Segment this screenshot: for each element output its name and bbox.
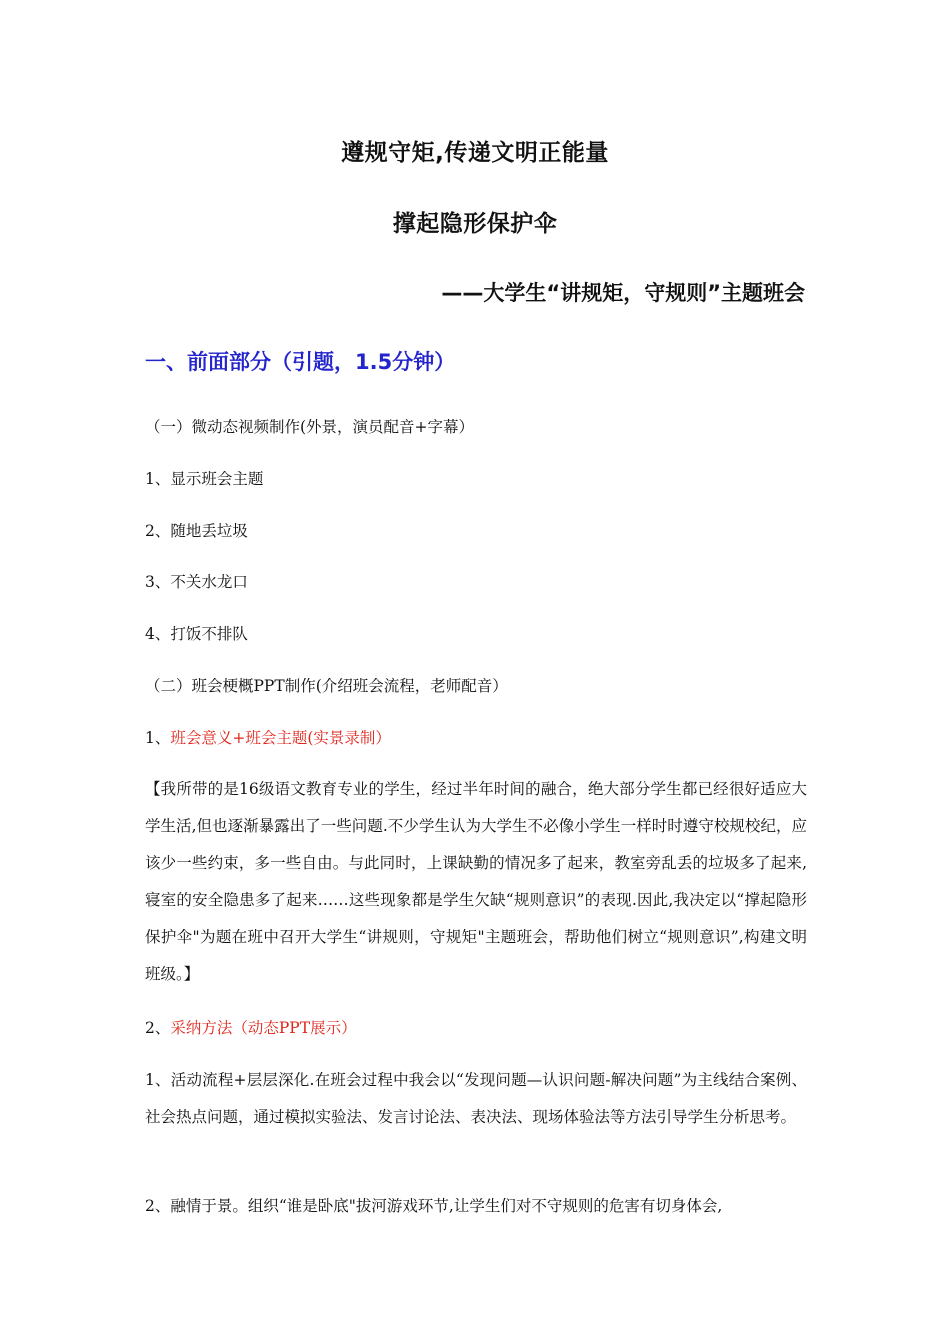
list-item: 4、打饭不排队	[145, 625, 248, 643]
item2-highlight: 采纳方法（动态PPT展示）	[170, 1019, 357, 1037]
sub1-heading: （一）微动态视频制作(外景，演员配音+字幕）	[145, 418, 475, 436]
item1-prefix: 1、	[145, 729, 171, 747]
document-subtitle: ——大学生“讲规矩，守规则”主题班会	[441, 281, 805, 305]
bracket-paragraph: 【我所带的是16级语文教育专业的学生，经过半年时间的融合，绝大部分学生都已经很好适应大学生活,但也逐渐暴露出了一些问题.不少学生认为大学生不必像小学生一样时时遵守校规校纪，应该少一些约束，多一些自由。与此同时，上课缺勤的情况多了起来，教室旁乱丢的垃圾多了起来,寝室的安全隐患多了起来……这些现象都是学生欠缺“规则意识”的表现.因此,我决定以“撑起隐形保护伞"为题在班中召开大学生“讲规则，守规矩"主题班会，帮助他们树立“规则意识”,构建文明班级。】	[145, 780, 807, 983]
method2-paragraph: 2、融情于景。组织“谁是卧底"拔河游戏环节,让学生们对不守规则的危害有切身体会,	[145, 1197, 723, 1215]
item1-highlight: 班会意义+班会主题(实景录制）	[170, 729, 391, 747]
sub2-heading: （二）班会梗概PPT制作(介绍班会流程，老师配音）	[145, 677, 508, 695]
item1-line	[145, 728, 391, 748]
list-item: 1、显示班会主题	[145, 470, 264, 488]
document-title-line2: 撑起隐形保护伞	[392, 211, 558, 237]
list-item: 2、随地丢垃圾	[145, 522, 248, 540]
method1-paragraph: 1、活动流程+层层深化.在班会过程中我会以“发现问题—认识问题-解决问题”为主线结合案例、社会热点问题，通过模拟实验法、发言讨论法、表决法、现场体验法等方法引导学生分析思考。	[145, 1071, 807, 1126]
list-item: 3、不关水龙口	[145, 573, 248, 591]
section1-heading: 一、前面部分（引题，1.5分钟）	[145, 350, 456, 374]
document-title-line1: 遵规守矩,传递文明正能量	[341, 140, 609, 166]
item2-prefix: 2、	[145, 1019, 171, 1037]
item2-line	[145, 1018, 357, 1038]
